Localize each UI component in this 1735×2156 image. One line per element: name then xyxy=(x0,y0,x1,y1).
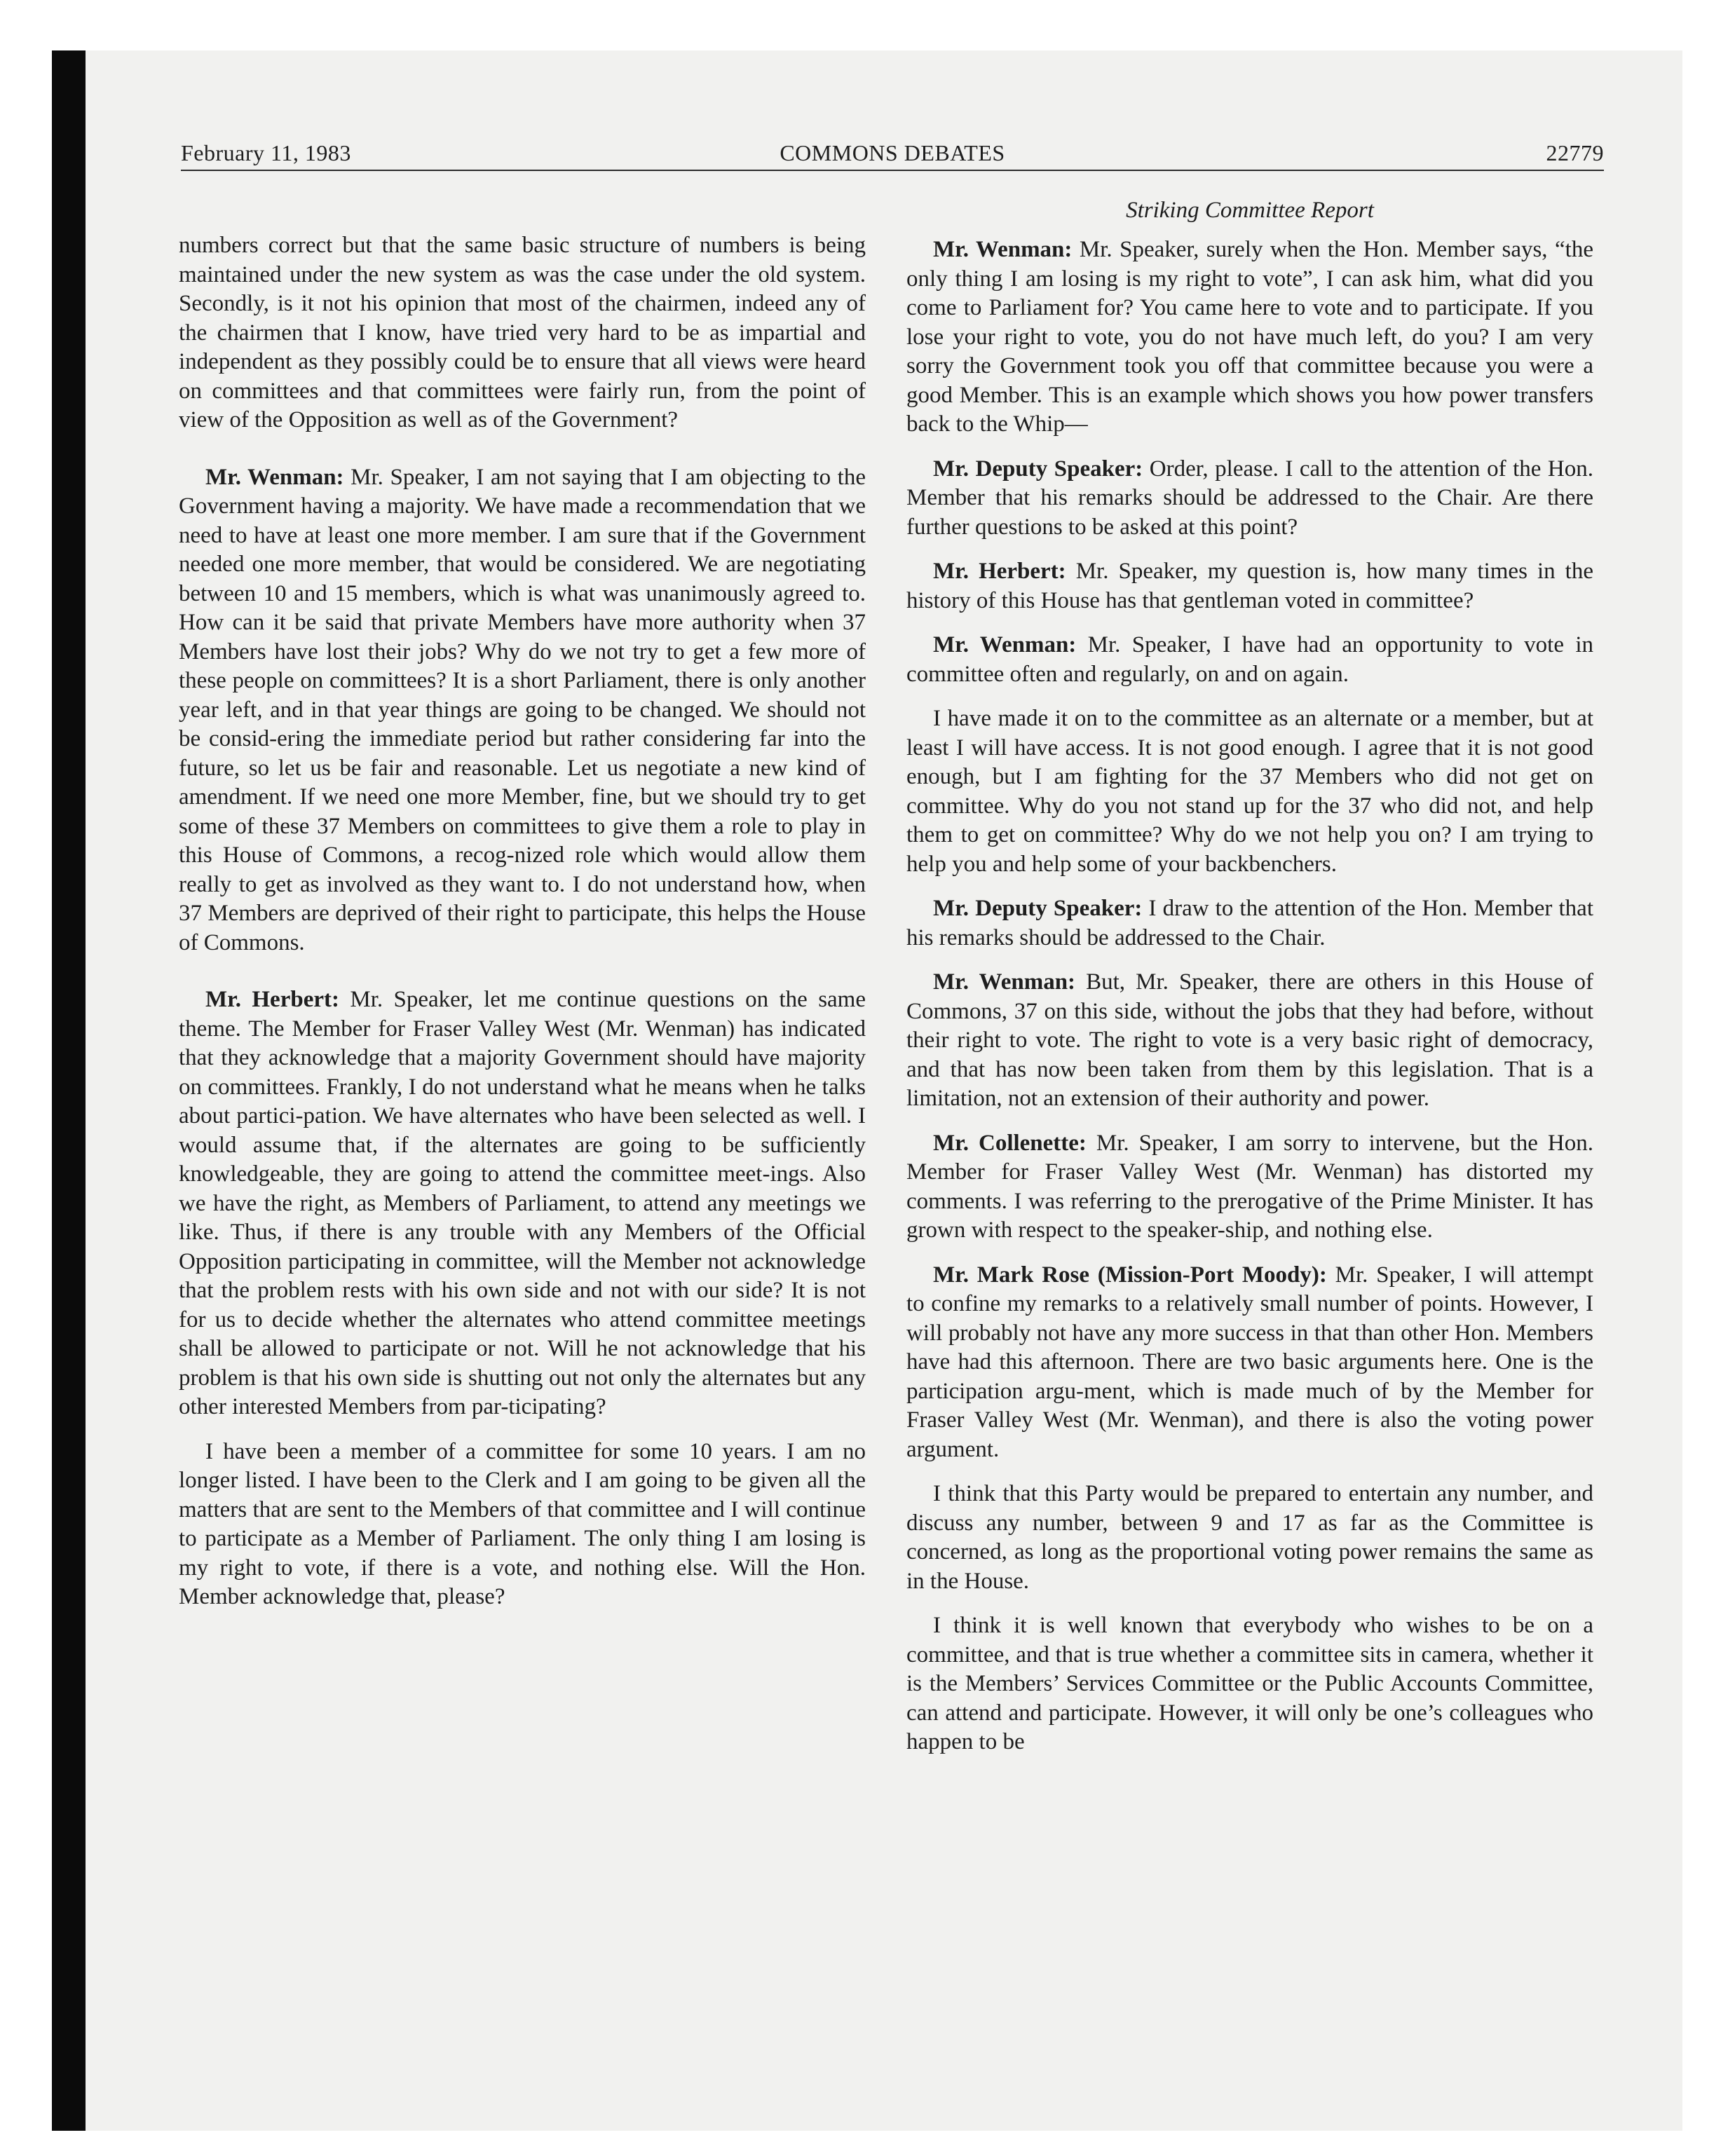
speaker-name: Mr. Herbert: xyxy=(933,559,1066,584)
right-column xyxy=(906,196,1593,1773)
speech-paragraph xyxy=(179,985,866,1422)
speaker-name: Mr. Collenette: xyxy=(933,1130,1087,1156)
speech-paragraph xyxy=(906,1129,1593,1246)
speech-text: Mr. Speaker, I am not saying that I am objecting to the Government having a majority. We have made a recommendation that we need to have at least one more member. I am sure that if the Government needed one more member, that would be considered. We are negotiating between 10 and 15 members, which is what was unanimously agreed to. How can it be said that private Members have more authority when 37 Members have lost their jobs? Why do we not try to get a few more of these people on committees? It is a short Parliament, there is only another year left, and in that year things are going to be changed. We should not be consid-ering the immediate period but rather considering far into the future, so let us be fair and reasonable. Let us negotiate a new kind of amendment. If we need one more Member, fine, but we should try to get some of these 37 Members on committees to give them a role to play in this House of Commons, a recog-nized role which would allow them really to get as involved as they want to. I do not understand how, when 37 Members are deprived of their right to participate, this helps the House of Commons. xyxy=(179,464,866,955)
speech-text: But, Mr. Speaker, there are others in this House of Commons, 37 on this side, without the jobs that they had before, without their right to vote. The right to vote is a very basic right of democracy, and that has now been taken from them by this legislation. That is a limitation, not an extension of their authority and power. xyxy=(906,969,1593,1111)
speech-text: Mr. Speaker, surely when the Hon. Member says, “the only thing I am losing is my right to vote”, I can ask him, what did you come to Parliament for? You came here to vote and to participate. If you lose your right to vote, you do not have much left, do you? I am very sorry the Government took you off that committee because you were a good Member. This is an example which shows you how power transfers back to the Whip— xyxy=(906,237,1593,437)
speech-text: Mr. Speaker, I am sorry to intervene, but the Hon. Member for Fraser Valley West (Mr. Wenman) has distorted my comments. I was referring to the prerogative of the Prime Minister. It has grown with respect to the speaker-ship, and nothing else. xyxy=(906,1130,1593,1243)
speech-text: Mr. Speaker, my question is, how many times in the history of this House has that gentleman voted in committee? xyxy=(906,559,1593,613)
running-head: Striking Committee Report xyxy=(1126,198,1374,223)
speaker-name: Mr. Wenman: xyxy=(933,632,1077,657)
speech-text: Mr. Speaker, I have had an opportunity to vote in committee often and regularly, on and on again. xyxy=(906,632,1593,687)
speaker-name: Mr. Mark Rose (Mission-Port Moody): xyxy=(933,1262,1327,1288)
speech-paragraph xyxy=(906,455,1593,543)
speech-paragraph xyxy=(906,631,1593,689)
header-page-number: 22779 xyxy=(1546,140,1604,165)
paragraph: numbers correct but that the same basic structure of numbers is being maintained under the new system as was the case under the old system. Secondly, is it not his opinion that most of the chairmen, indeed any of the chairmen that I know, have tried very hard to be as impartial and independent as they possibly could be to ensure that all views were heard on committees and that committees were fairly run, from the point of view of the Opposition as well as of the Government? xyxy=(179,233,866,432)
header-title: COMMONS DEBATES xyxy=(780,140,1005,165)
header-date: February 11, 1983 xyxy=(181,140,351,165)
speaker-name: Mr. Deputy Speaker: xyxy=(933,456,1143,482)
scan-binding-edge xyxy=(52,50,86,2131)
speech-paragraph xyxy=(906,557,1593,615)
speech-paragraph xyxy=(906,894,1593,953)
speech-text: I draw to the attention of the Hon. Member that his remarks should be addressed to the Chair. xyxy=(906,896,1593,950)
speech-text: Mr. Speaker, let me continue questions on the same theme. The Member for Fraser Valley West (Mr. Wenman) has indicated that they acknowledge that a majority Government should have majority on committees. Frankly, I do not understand what he means when he talks about partici-pation. We have alternates who have been selected as well. I would assume that, if the alternates are going to be sufficiently knowledgeable, they are going to attend the committee meet-ings. Also we have the right, as Members of Parliament, to attend any meetings we like. Thus, if there is any trouble with any Members of the Official Opposition participating in committee, will the Member not acknowledge that the problem rests with his own side and not with our side? It is not for us to decide whether the alternates who attend committee meetings shall be allowed to participate or not. Will he not acknowledge that his problem is that his own side is shutting out not only the alternates but any other interested Members from par-ticipating? xyxy=(179,987,866,1419)
speech-text: Mr. Speaker, I will attempt to confine my remarks to a relatively small number of points. However, I will probably not have any more success in that than other Hon. Members have had this afternoon. There are two basic arguments here. One is the participation argu-ment, which is made much of by the Member for Fraser Valley West (Mr. Wenman), and there is also the voting power argument. xyxy=(906,1262,1593,1462)
speech-paragraph xyxy=(906,236,1593,439)
speech-paragraph xyxy=(906,968,1593,1114)
left-column xyxy=(179,231,866,1628)
speech-paragraph xyxy=(906,1261,1593,1465)
header-rule xyxy=(181,170,1604,171)
speaker-name: Mr. Wenman: xyxy=(933,969,1076,995)
paragraph: I have been a member of a committee for some 10 years. I am no longer listed. I have been to the Clerk and I am going to be given all the matters that are sent to the Members of that committee and I will continue to participate as a Member of Parliament. The only thing I am losing is my right to vote, if there is a vote, and nothing else. Will the Hon. Member acknowledge that, please? xyxy=(179,1438,866,1609)
speaker-name: Mr. Deputy Speaker: xyxy=(933,896,1143,921)
speaker-name: Mr. Herbert: xyxy=(205,987,339,1012)
speech-text: Order, please. I call to the attention of the Hon. Member that his remarks should be addressed to the Chair. Are there further questions to be asked at this point? xyxy=(906,456,1594,540)
paragraph: I think that this Party would be prepared to entertain any number, and discuss any number, between 9 and 17 as far as the Committee is concerned, as long as the proportional voting power remains the same as in the House. xyxy=(906,1481,1593,1594)
paragraph: I have made it on to the committee as an alternate or a member, but at least I will have access. It is not good enough. I agree that it is not good enough, but I am fighting for the 37 Members who did not get on committee. Why do you not stand up for the 37 who did not, and help them to get on committee? Why do we not help you on? I am trying to help you and help some of your backbenchers. xyxy=(906,706,1593,877)
page-header xyxy=(181,140,1604,168)
speaker-name: Mr. Wenman: xyxy=(933,237,1073,262)
paragraph: I think it is well known that everybody who wishes to be on a committee, and that is true whether a committee sits in camera, whether it is the Members’ Services Committee or the Public Accounts Committee, can attend and participate. However, it will only be one’s colleagues who happen to be xyxy=(906,1613,1593,1754)
speech-paragraph xyxy=(179,463,866,958)
speaker-name: Mr. Wenman: xyxy=(205,464,344,490)
